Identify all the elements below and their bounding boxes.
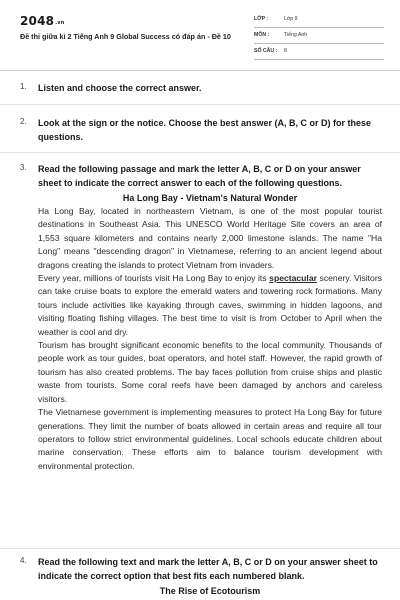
highlighted-word: spectacular <box>269 273 317 284</box>
passage-paragraph-1: Ha Long Bay, located in northeastern Vietnam, is one of the most popular tourist destinations in Southeast Asia. This UNESCO World Heritage Site covers an area of 1,553 square kilometers and contains nearly 2,000 limestone islands. The name "Ha Long" means "descending dragon" in Vietnamese, referring to an ancient legend about dragons creating the islands to protect Vietnam from invaders. <box>38 206 382 270</box>
meta-row-subject <box>254 28 384 44</box>
question-3 <box>20 163 382 473</box>
question-4 <box>20 556 382 598</box>
question-instruction: Read the following passage and mark the letter A, B, C or D on your answer sheet to indicate the correct answer to each of the following questions. <box>38 164 361 188</box>
meta-row-class <box>254 12 384 28</box>
header-divider <box>0 70 400 71</box>
passage-paragraph-4: The Vietnamese government is implementing measures to protect Ha Long Bay for future generations. They limit the number of boats allowed in certain areas and require all tour operators to follow strict environmental guidelines. Local schools educate children about marine conservation. These efforts aim to balance tourism development with environmental protection. <box>38 407 382 471</box>
question-instruction: Read the following text and mark the letter A, B, C or D on your answer sheet to indicate the correct option that best fits each numbered blank. <box>38 557 378 581</box>
passage-paragraph-3: Tourism has brought significant economic benefits to the local community. Thousands of people work as tour guides, boat operators, and hotel staff. However, the rapid growth of tourism has also created problems. The bay faces pollution from cruise ships and plastic waste from tourists. Some coral reefs have been damaged by anchors and careless visitors. <box>38 340 382 404</box>
meta-row-question-count <box>254 44 384 60</box>
passage-paragraph-2 <box>38 272 382 339</box>
site-logo[interactable] <box>20 14 65 28</box>
meta-value-question-count: 8 <box>284 48 287 54</box>
question-instruction: Look at the sign or the notice. Choose the best answer (A, B, C or D) for these questions. <box>38 118 372 142</box>
question-instruction: Listen and choose the correct answer. <box>38 83 202 93</box>
paragraph-text: Every year, millions of tourists visit Ha Long Bay to enjoy its <box>38 273 270 284</box>
meta-label-subject: MÔN : <box>254 32 270 38</box>
meta-label-class: LỚP : <box>254 16 269 22</box>
reading-passage <box>38 585 382 598</box>
question-separator <box>0 548 400 549</box>
reading-passage <box>38 192 382 473</box>
meta-value-class: Lớp 9 <box>284 16 298 22</box>
meta-value-subject: Tiếng Anh <box>284 32 308 38</box>
meta-label-question-count: SỐ CÂU : <box>254 48 278 54</box>
question-number: 2. <box>20 117 27 126</box>
passage-title: The Rise of Ecotourism <box>159 586 261 596</box>
page-header <box>0 0 400 66</box>
question-2 <box>20 117 382 144</box>
document-title: Đề thi giữa kì 2 Tiếng Anh 9 Global Success có đáp án - Đề 10 <box>20 32 231 41</box>
exam-meta-table <box>254 12 384 60</box>
question-separator <box>0 104 400 105</box>
question-1 <box>20 82 382 96</box>
question-number: 3. <box>20 163 27 172</box>
logo-text: 2048 <box>20 14 55 28</box>
logo-tld: .vn <box>55 20 65 26</box>
question-separator <box>0 152 400 153</box>
paragraph-text: scenery. Visitors can take cruise boats to explore the emerald waters and towering rock formations. Many tours include activities like kayaking through caves, swimming in hidden lagoons, and visiting floating fishing villages. The best time to visit is from October to April when the weather is cool and dry. <box>38 273 382 337</box>
question-number: 4. <box>20 556 27 565</box>
passage-title: Ha Long Bay - Vietnam's Natural Wonder <box>122 193 298 203</box>
question-number: 1. <box>20 82 27 91</box>
